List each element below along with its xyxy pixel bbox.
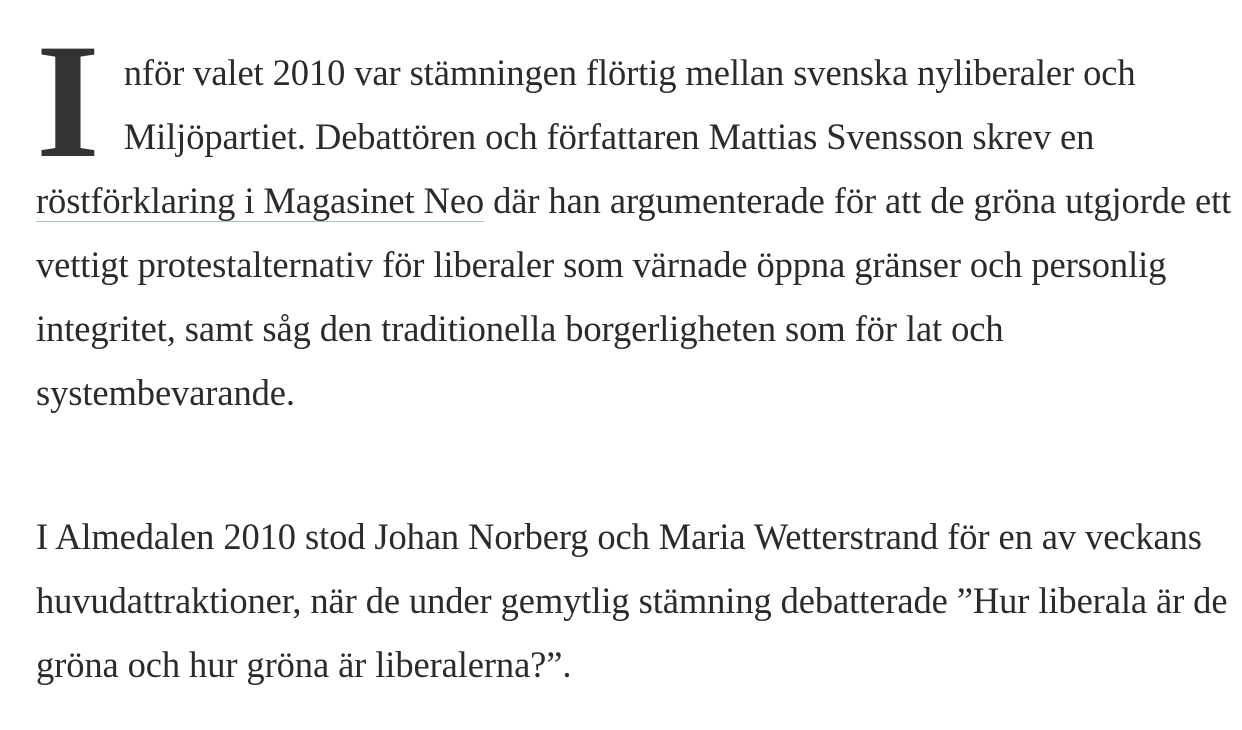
rostforklaring-link[interactable]: röstförklaring i Magasinet Neo	[36, 180, 485, 221]
paragraph-2: I Almedalen 2010 stod Johan Norberg och Maria Wetterstrand för en av veckans huvudattraktioner, när de under gemytlig stämning debatterade ”Hur liberala är de gröna och hur gröna är liberalerna?”.	[36, 516, 1228, 685]
article-body	[36, 40, 1232, 697]
paragraph-1-text-start: nför valet 2010 var stämningen flörtig mellan svenska nyliberaler och Miljöpartiet. Debattören och författaren Mattias Svensson skrev en	[123, 52, 1136, 157]
drop-cap: I	[36, 43, 100, 161]
paragraph-1	[36, 41, 1232, 425]
paragraph-1-text-end: där han argumenterade för att de gröna utgjorde ett vettigt protestalternativ för liberaler som värnade öppna gränser och personlig integritet, samt såg den traditionella borgerligheten som för lat och systembevarande.	[36, 180, 1232, 413]
